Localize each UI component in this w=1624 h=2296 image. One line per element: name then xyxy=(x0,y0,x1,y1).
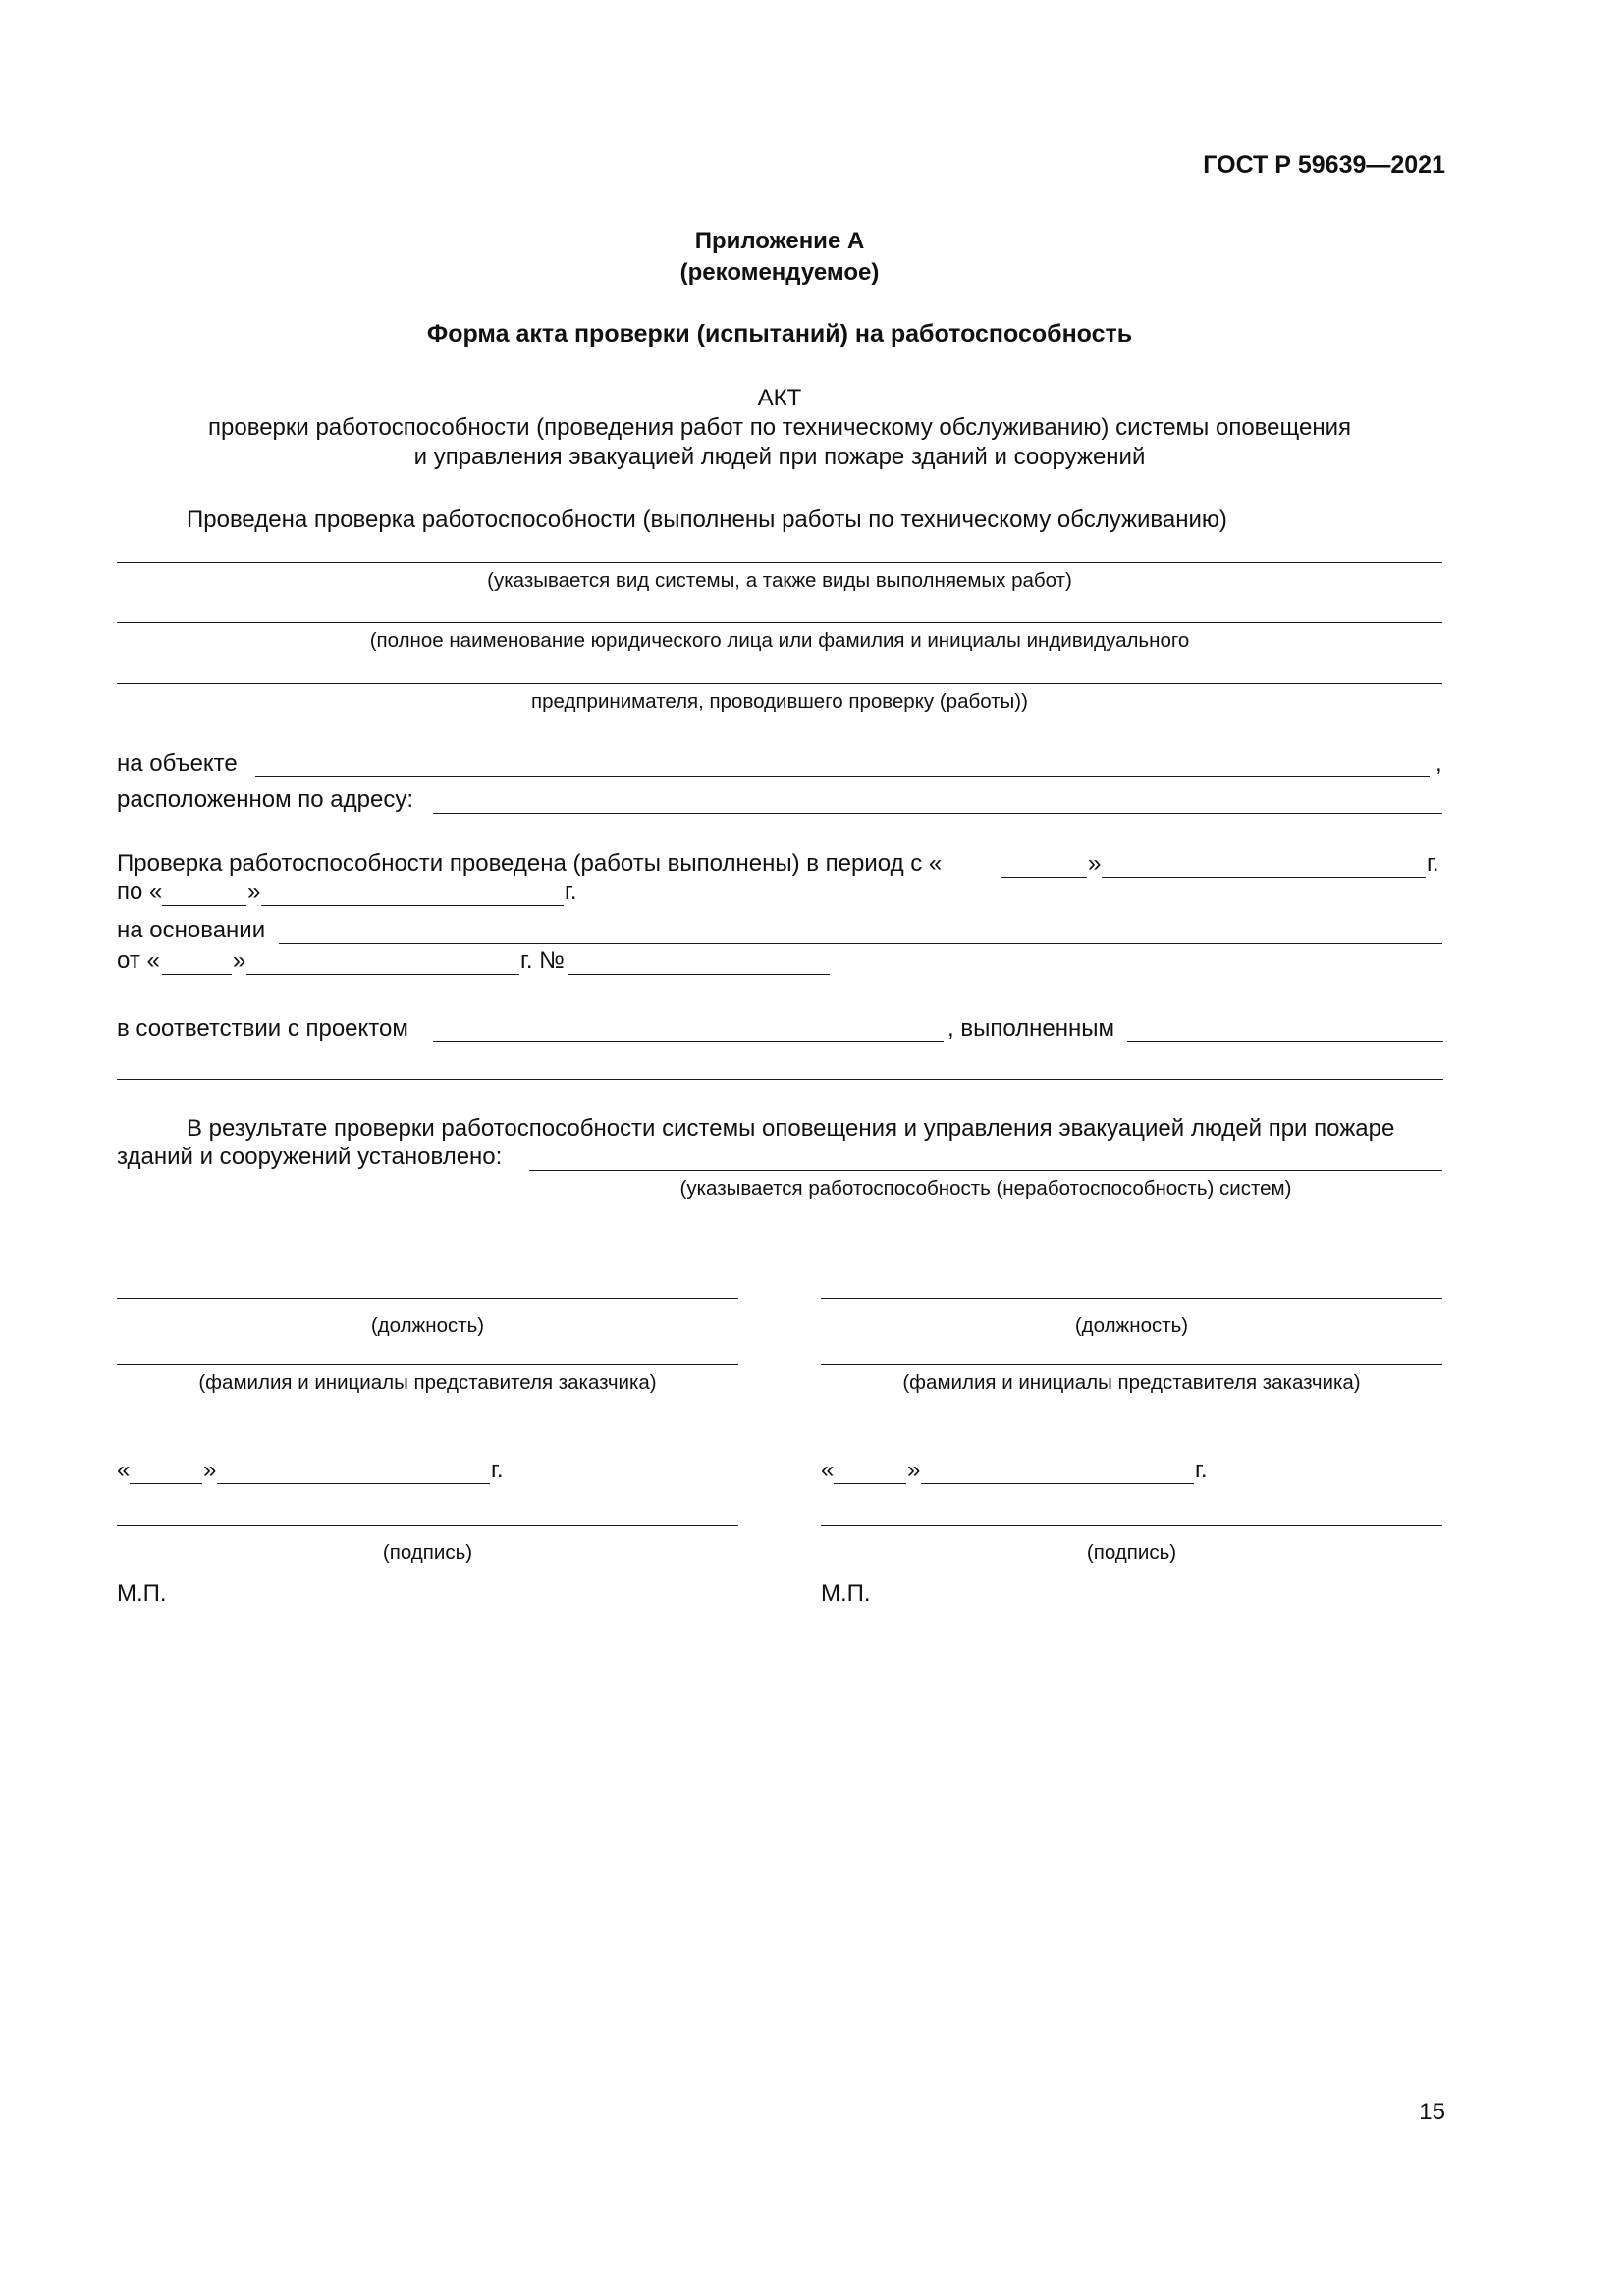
object-comma: , xyxy=(1435,750,1442,776)
act-line-2: и управления эвакуацией людей при пожаре зданий и сооружений xyxy=(413,444,1146,470)
organization-caption-1: (полное наименование юридического лица или фамилия и инициалы индивидуального xyxy=(369,629,1190,652)
left-position-field[interactable] xyxy=(117,1298,738,1299)
right-date-suffix: г. xyxy=(1195,1457,1208,1483)
left-stamp: М.П. xyxy=(117,1580,167,1607)
result-line-2: зданий и сооружений установлено: xyxy=(117,1144,503,1170)
left-date-suffix: г. xyxy=(491,1457,504,1483)
project-field[interactable] xyxy=(433,1041,944,1042)
result-caption: (указывается работоспособность (неработоспособность) систем) xyxy=(679,1177,1292,1200)
document-code: ГОСТ Р 59639—2021 xyxy=(1203,151,1445,179)
basis-field[interactable] xyxy=(279,943,1442,944)
basis-number-label: г. № xyxy=(520,947,565,974)
act-word: АКТ xyxy=(757,385,802,411)
project-executor-field[interactable] xyxy=(1127,1041,1443,1042)
basis-day-field[interactable] xyxy=(162,974,232,975)
left-date-open: « xyxy=(117,1457,131,1483)
appendix-subtitle: (рекомендуемое) xyxy=(679,259,880,286)
right-signature-caption: (подпись) xyxy=(1086,1541,1177,1564)
basis-quote-close: » xyxy=(233,947,246,974)
project-extra-field[interactable] xyxy=(117,1079,1443,1080)
organization-field-2[interactable] xyxy=(117,683,1442,684)
period-end-year-suffix: г. xyxy=(565,879,577,905)
object-label: на объекте xyxy=(117,750,238,776)
left-signature-caption: (подпись) xyxy=(382,1541,473,1564)
left-name-field[interactable] xyxy=(117,1364,738,1365)
right-signature-field[interactable] xyxy=(821,1525,1442,1526)
right-stamp: М.П. xyxy=(821,1580,871,1607)
left-date-day-field[interactable] xyxy=(130,1483,202,1484)
left-date-month-field[interactable] xyxy=(217,1483,490,1484)
form-title: Форма акта проверки (испытаний) на работоспособность xyxy=(426,320,1133,347)
left-position-caption: (должность) xyxy=(370,1314,485,1337)
result-field[interactable] xyxy=(529,1170,1442,1171)
period-end-day-field[interactable] xyxy=(162,905,246,906)
period-end-label: по « xyxy=(117,879,163,905)
project-done-label: , выполненным xyxy=(947,1015,1115,1041)
right-date-month-field[interactable] xyxy=(921,1483,1194,1484)
left-signature-field[interactable] xyxy=(117,1525,738,1526)
result-line-1: В результате проверки работоспособности системы оповещения и управления эвакуацией людей при пожаре xyxy=(187,1115,1395,1142)
organization-field-1[interactable] xyxy=(117,622,1442,623)
period-start-month-field[interactable] xyxy=(1102,877,1426,878)
act-line-1: проверки работоспособности (проведения работ по техническому обслуживанию) системы оповещения xyxy=(208,414,1351,441)
address-label: расположенном по адресу: xyxy=(117,786,414,813)
period-start-quote-close: » xyxy=(1088,850,1102,877)
basis-number-field[interactable] xyxy=(568,974,830,975)
right-position-caption: (должность) xyxy=(1074,1314,1189,1337)
organization-caption-2: предпринимателя, проводившего проверку (работы)) xyxy=(531,690,1028,713)
right-date-open: « xyxy=(821,1457,835,1483)
basis-from-label: от « xyxy=(117,947,160,974)
period-start-day-field[interactable] xyxy=(1001,877,1087,878)
right-name-field[interactable] xyxy=(821,1364,1442,1365)
right-name-caption: (фамилия и инициалы представителя заказчика) xyxy=(902,1371,1361,1394)
system-type-caption: (указывается вид системы, а также виды выполняемых работ) xyxy=(487,569,1072,592)
right-date-quote-close: » xyxy=(907,1457,921,1483)
project-label: в соответствии с проектом xyxy=(117,1015,408,1041)
left-name-caption: (фамилия и инициалы представителя заказчика) xyxy=(198,1371,657,1394)
period-start-year-suffix: г. xyxy=(1427,850,1439,877)
system-type-field[interactable] xyxy=(117,562,1442,563)
basis-month-field[interactable] xyxy=(246,974,519,975)
appendix-title: Приложение А xyxy=(694,228,865,254)
basis-label: на основании xyxy=(117,917,266,943)
page-number: 15 xyxy=(1419,2099,1445,2125)
address-field[interactable] xyxy=(433,813,1442,814)
period-text: Проверка работоспособности проведена (работы выполнены) в период с « xyxy=(117,850,943,877)
period-end-quote-close: » xyxy=(247,879,261,905)
right-position-field[interactable] xyxy=(821,1298,1442,1299)
intro-text: Проведена проверка работоспособности (выполнены работы по техническому обслуживанию) xyxy=(187,507,1227,533)
left-date-quote-close: » xyxy=(203,1457,217,1483)
right-date-day-field[interactable] xyxy=(834,1483,906,1484)
object-field[interactable] xyxy=(255,776,1430,777)
period-end-month-field[interactable] xyxy=(261,905,564,906)
